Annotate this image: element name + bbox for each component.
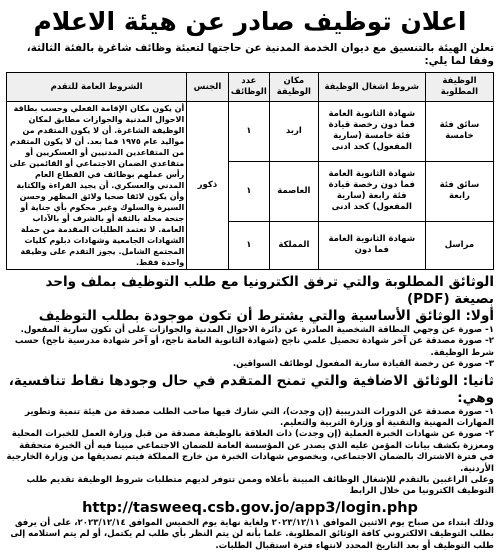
job-cell: سائق فئة خامسة bbox=[425, 102, 493, 162]
count-cell: ١ bbox=[228, 221, 269, 269]
closing-text: وذلك ابتداء من صباح يوم الاثنين الموافق ٢٠٢٣/١٢/١١ ولغاية نهاية يوم الخميس الموافق ٢٠٢٣/١٢/١٤، على أن يرفق بطلب التوظيف الالكتروني كافة الوثائق المطلوبة. علما بأنه لن يتم النظر بأي طلب لم يكتمل، أو لم يتم استلامه إلى طلب التوظيف أو بعد التاريخ المحدد لانتهاء فترة استقبال الطلبات. bbox=[10, 517, 494, 551]
intro-text: تعلن الهيئة بالتنسيق مع ديوان الخدمة المدنية عن حاجتها لتعبئة وظائف شاغرة بالفئة الثالثة، وفقا لما يلي: bbox=[26, 42, 494, 67]
table-header-row bbox=[7, 73, 494, 102]
conditions-cell: شهادة الثانوية العامة فما دون bbox=[318, 221, 425, 269]
count-cell: ١ bbox=[228, 161, 269, 221]
page-title: اعلان توظيف صادر عن هيئة الاعلام bbox=[33, 7, 467, 36]
conditions-cell: شهادة الثانوية العامة فما دون رخصة قيادة فئة رابعة (سارية المفعول) كحد ادنى bbox=[318, 161, 425, 221]
header-place: مكان الوظيفة bbox=[270, 73, 319, 102]
list-item: ١- صورة مصدقة عن الدورات التدريبية (إن وجدت)، التي شارك فيها صاحب الطلب مصدقة من هيئة تنمية وتطوير المهارات المهنية والتقنية أو وزارة التربية والتعليم. bbox=[24, 406, 494, 429]
list-item: ٢- صورة عن شهادات الخبرة العملية (إن وجدت) ذات العلاقة بالوظيفة مصدقة من قبل وزارة العمل للخبرات المحلية ومعززة بكشف بيانات المؤمن عليه الذي يصدر عن المؤسسة العامة للضمان الاجتماعي مبينا فيه أن الخبرة متحققة في فترة الاشتراك بالضمان الاجتماعي، وبخصوص شهادات الخبرة من خارج المملكة فيتم تصديقها من وزارة الخارجية الأردنية. bbox=[6, 429, 494, 474]
header-count: عدد الوظائف bbox=[228, 73, 269, 102]
extra-documents-heading: ثانيا: الوثائق الاضافية والتي تمنح المتقدم في حال وجودها نقاط تنافسية، وهي: bbox=[8, 372, 494, 406]
conditions-cell: شهادة الثانوية العامة فما دون رخصة قيادة فئة خامسة (سارية المفعول) كحد ادنى bbox=[318, 102, 425, 162]
header-general-conditions: الشروط العامة للتقدم bbox=[7, 73, 187, 102]
application-link[interactable]: http://tasweeq.csb.gov.jo/app3/login.php bbox=[82, 499, 418, 516]
list-item: ١- صورة عن وجهي البطاقة الشخصية الصادرة عن دائرة الاحوال المدنية والجوازات على أن تكون سارية المفعول. bbox=[20, 325, 494, 335]
place-cell: اربد bbox=[270, 102, 319, 162]
header-job: الوظيفة المطلوبة bbox=[425, 73, 493, 102]
table-row bbox=[7, 102, 494, 162]
application-invite: وعلى الراغبين بالتقدم للإشغال الوظائف المبينة بأعلاه وممن تتوفر لديهم متطلبات شروط الوظيفة تقديم طلب التوظيف الكترونيا من خلال الرابط bbox=[26, 475, 494, 497]
job-cell: مراسل bbox=[425, 221, 493, 269]
general-conditions-cell: أن يكون مكان الإقامة الفعلي وحسب بطاقة الاحوال المدنية والجوازات مطابق لمكان الوظيفة الشاغرة. أن لا يكون المتقدم من مواليد عام ١٩٧٥ فما بعد. أن لا يكون المتقدم من المتقاعدين المدنيين أو العسكريين أو متقاعدي الضمان الاجتماعي أو القائمين على رأس عملهم بوظائف في القطاع العام المدني والعسكري. أن يجيد القراءة والكتابة وأن يكون لائقا صحيا ولائق المظهر وحسن السيرة والسلوك وغير محكوم بأي جناية أو جنحة مخلة بالثقة أو بالشرف أو بالآداب العامة. لا تعتمد الطلبات المقدمة من حملة الشهادات الجامعية وشهادات دبلوم كليات المجتمع الشامل. يجوز التقدم على وظيفة واحدة فقط. bbox=[7, 102, 187, 270]
list-item: ٢- صورة مصدقة عن آخر شهادة تحصيل علمي ناجح (شهادة الثانوية العامة ناجح، أو آخر شهادة مدرسية ناجح) حسب شرط الوظيفة. bbox=[14, 336, 494, 358]
job-cell: سائق فئة رابعة bbox=[425, 161, 493, 221]
jobs-table bbox=[6, 72, 494, 270]
header-gender: الجنس bbox=[187, 73, 228, 102]
place-cell: المملكة bbox=[270, 221, 319, 269]
gender-cell: ذكور bbox=[187, 102, 228, 270]
header-conditions: شروط اشغال الوظيفة bbox=[318, 73, 425, 102]
documents-heading: الوثائق المطلوبة والتي ترفق الكترونيا مع طلب التوظيف بملف واحد بصيغة (PDF) bbox=[45, 274, 494, 307]
basic-documents-heading: أولا: الوثائق الأساسية والتي يشترط أن تكون موجودة بطلب التوظيف bbox=[38, 308, 494, 324]
count-cell: ١ bbox=[228, 102, 269, 162]
place-cell: العاصمة bbox=[270, 161, 319, 221]
list-item: ٣- صورة عن رخصة القيادة سارية المفعول لوظائف السواقين. bbox=[232, 359, 494, 370]
